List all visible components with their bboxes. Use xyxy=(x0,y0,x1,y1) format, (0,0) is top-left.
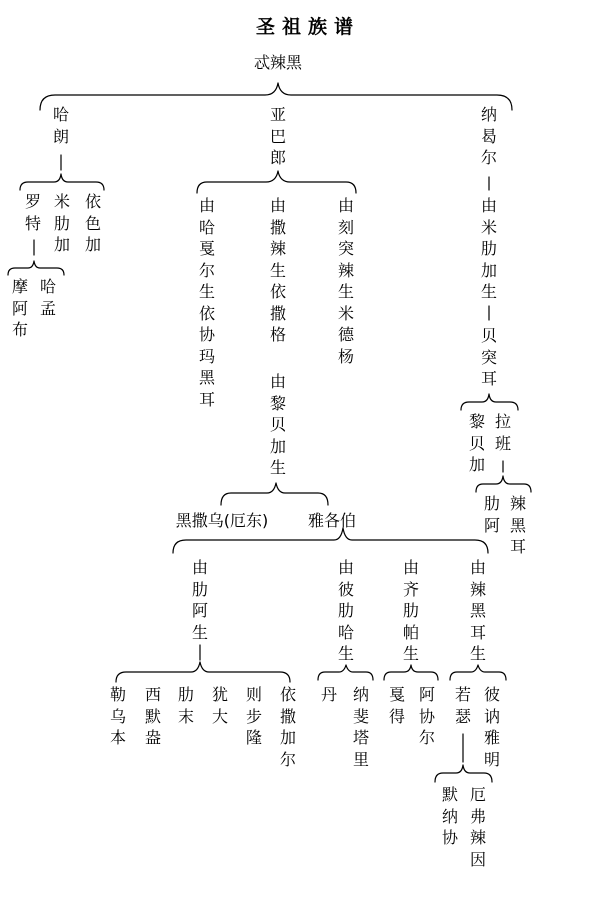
person-beitu: 贝 突 耳 xyxy=(480,326,497,388)
line-hagaer: 由 哈 戛 尔 生 依 协 玛 黑 耳 xyxy=(198,196,215,409)
brace-halang-sons xyxy=(20,174,104,190)
brace-laban-children xyxy=(476,476,531,492)
son-benjamin: 彼 讷 雅 明 xyxy=(483,685,500,769)
line-sala: 由 撒 辣 生 依 撒 格 xyxy=(269,196,286,344)
person-laban: 拉 班 xyxy=(494,412,511,453)
wife-line-rachel: 由 辣 黑 耳 生 xyxy=(469,558,486,663)
brace-beitu-children xyxy=(461,394,518,410)
person-esau: 黑撒乌(厄东) xyxy=(175,511,269,530)
grandson-ephraim: 厄 弗 辣 因 xyxy=(469,785,486,869)
person-yisejia: 依 色 加 xyxy=(84,192,101,254)
son-judah: 犹 大 xyxy=(211,685,228,726)
brace-lea-sons xyxy=(116,662,290,682)
son-levi: 肋 末 xyxy=(177,685,194,726)
brace-luote-sons xyxy=(8,261,64,275)
brace-yabalang-lines xyxy=(197,171,356,193)
root-ancestor: 忒辣黑 xyxy=(253,53,303,72)
wife-line-leia: 由 肋 阿 生 xyxy=(191,558,208,642)
person-yabalang: 亚 巴 郎 xyxy=(269,105,286,167)
son-issachar: 依 撒 加 尔 xyxy=(279,685,296,769)
person-leia: 肋 阿 xyxy=(483,494,500,535)
person-mileijia: 米 肋 加 xyxy=(53,192,70,254)
son-reuben: 勒 乌 本 xyxy=(109,685,126,747)
grandson-manasseh: 默 纳 协 xyxy=(441,785,458,847)
son-asher: 阿 协 尔 xyxy=(418,685,435,747)
person-hameng: 哈 孟 xyxy=(39,277,56,318)
son-dan: 丹 xyxy=(320,685,337,704)
person-laheier: 辣 黑 耳 xyxy=(509,494,526,556)
line-ketula: 由 刻 突 辣 生 米 德 杨 xyxy=(337,196,354,366)
wife-line-zilpa: 由 齐 肋 帕 生 xyxy=(402,558,419,663)
person-luote: 罗 特 xyxy=(24,192,41,233)
line-nahe-mileijia: 由 米 肋 加 生 xyxy=(480,196,497,301)
son-zebulun: 则 步 隆 xyxy=(245,685,262,747)
brace-bilha-sons xyxy=(318,665,373,680)
page-title: 圣祖族谱 xyxy=(255,16,360,38)
person-libeijia: 黎 贝 加 xyxy=(468,412,485,474)
brace-zilpa-sons xyxy=(384,665,438,680)
person-jacob: 雅各伯 xyxy=(307,511,357,530)
person-moabu: 摩 阿 布 xyxy=(11,277,28,339)
wife-line-bilha: 由 彼 肋 哈 生 xyxy=(337,558,354,663)
son-naphtali: 纳 斐 塔 里 xyxy=(352,685,369,769)
son-simeon: 西 默 盎 xyxy=(144,685,161,747)
brace-rachel-sons xyxy=(450,665,506,680)
brace-jacob-wives xyxy=(173,528,488,553)
son-joseph: 若 瑟 xyxy=(454,685,471,726)
person-nahe: 纳 曷 尔 xyxy=(480,105,497,167)
line-libeijia: 由 黎 贝 加 生 xyxy=(269,372,286,477)
brace-twins xyxy=(221,483,328,505)
son-gad: 戛 得 xyxy=(388,685,405,726)
person-halang: 哈 朗 xyxy=(52,105,69,146)
